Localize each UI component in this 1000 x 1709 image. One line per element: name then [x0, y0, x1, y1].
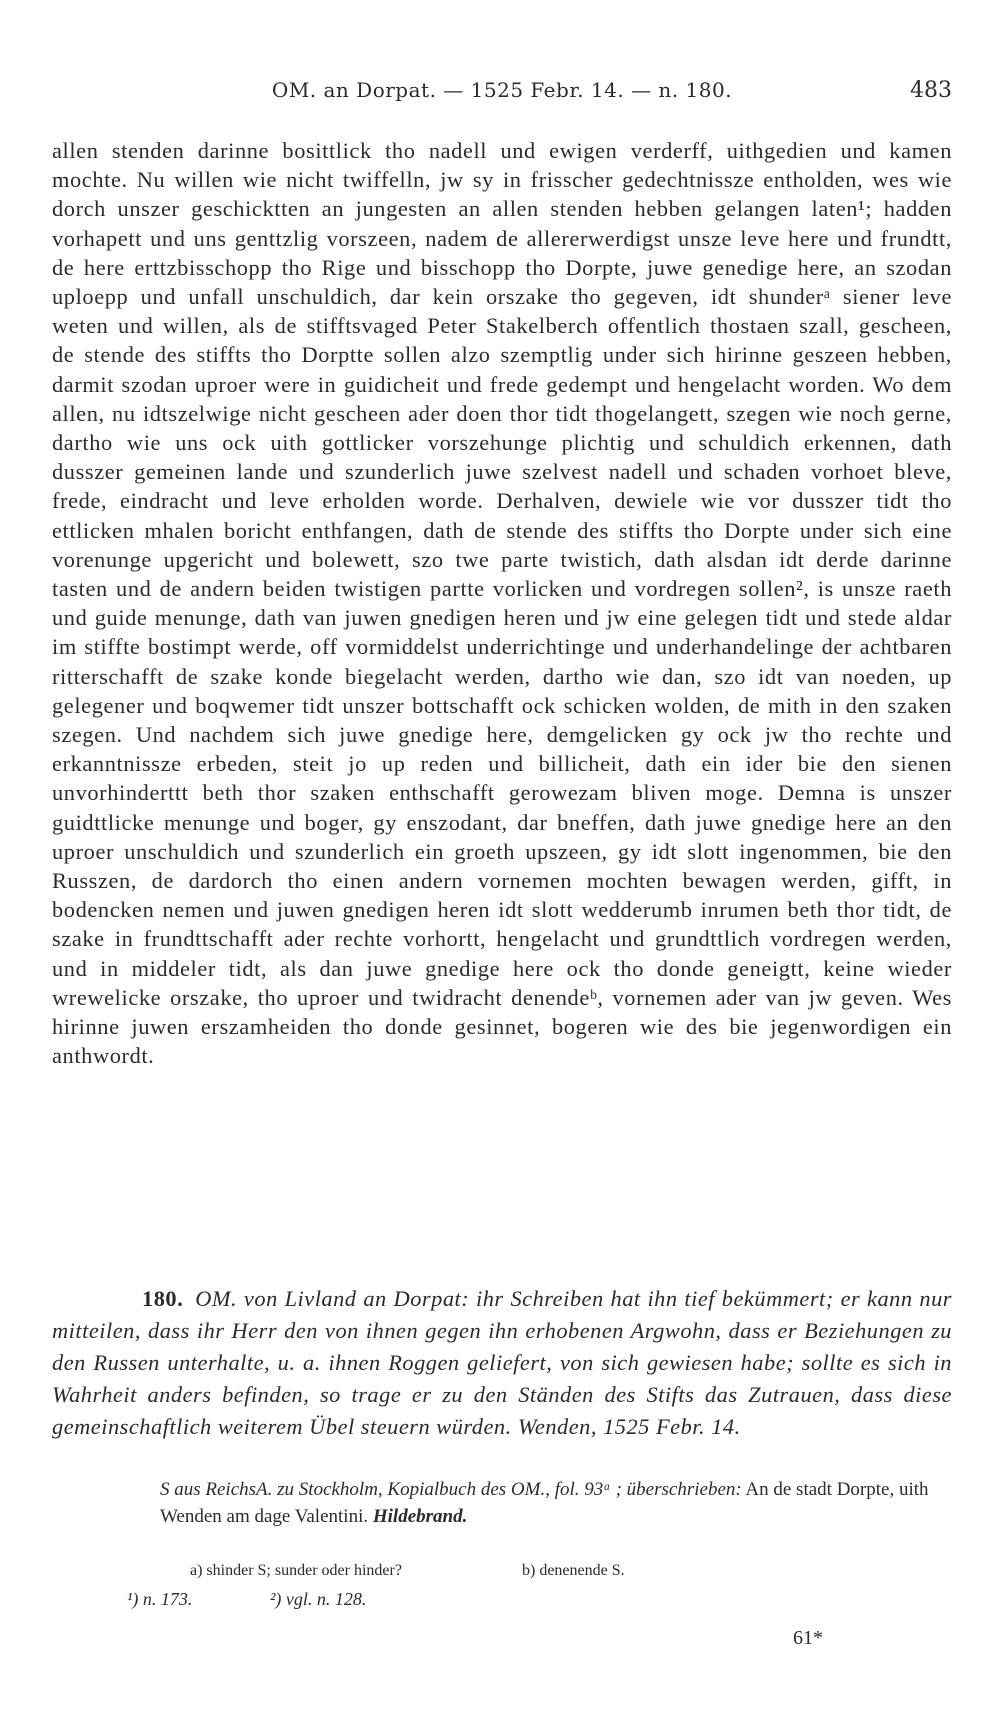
- source-archive: S aus ReichsA. zu Stockholm, Kopialbuch des OM., fol. 93ᵃ ; überschrieben:: [160, 1479, 742, 1500]
- signature-mark: 61*: [793, 1627, 823, 1649]
- running-head: [52, 72, 952, 112]
- footnote-2: ²) vgl. n. 128.: [270, 1589, 367, 1609]
- regest-entry: [52, 1283, 952, 1443]
- regest-number: 180.: [142, 1286, 184, 1311]
- page-number: 483: [910, 78, 952, 103]
- running-title: OM. an Dorpat. — 1525 Febr. 14. — n. 180.: [271, 78, 733, 102]
- body-paragraph: allen stenden darinne bosittlick tho nadell und ewigen verderff, uithgedien und kamen mochte. Nu willen wie nicht twiffelln, jw sy in frisscher gedechtnissze entholden, wes wie dorch unszer geschicktten an jungesten an allen stenden hebben gelangen laten¹; hadden vorhapett und uns genttzlig vorszeen, nadem de allererwerdigst unsze leve here und frundtt, de here erttzbisschopp tho Rige und bisschopp tho Dorpte, juwe genedige here, an szodan uploepp und unfall unschuldich, dar kein orszake tho gegeven, idt shunderᵃ siener leve weten und willen, als de stifftsvaged Peter Stakelberch offentlich thostaen szall, gescheen, de stende des stiffts tho Dorptte sollen alzo szemptlig under sich hirinne geszeen hebben, darmit szodan uproer were in guidicheit und frede gedempt und hengelacht worden. Wo dem allen, nu idtszelwige nicht gescheen ader doen thor tidt thogelangett, szegen wie noch gerne, dartho wie uns ock uith gottlicker vorszehunge plichtig und schuldich erkennen, dath dusszer gemeinen lande und szunderlich juwe szelvest nadell und schaden vorhoet bleve, frede, eindracht und leve erholden worde. Derhalven, dewiele wie vor dusszer tidt tho ettlicken mhalen boricht enthfangen, dath de stende des stiffts tho Dorpte under sich eine vorenunge upgericht und bolewett, szo twe parte twistich, dath alsdan idt derde darinne tasten und de andern beiden twistigen partte vorlicken und vordregen sollen², is unsze raeth und guide menunge, dath van juwen gnedigen heren und jw eine gelegen tidt und stede aldar im stiffte bostimpt werde, off vormiddelst underrichtinge und underhandelinge der achtbaren ritterschafft de szake konde biegelacht werden, dartho wie dan, szo idt van noeden, up gelegener und boqwemer tidt unszer bottschafft ock schicken wolden, de mith in den szaken szegen. Und nachdem sich juwe gnedige here, demgelicken gy ock jw tho rechte und erkanntnissze erbeden, steit jo up reden und billicheit, dath ein ider bie den sienen unvorhinderttt beth thor szaken enthschafft gerowezam bliven moge. Demna is unszer guidttlicke menunge und boger, gy enszodant, dar bneffen, dath juwe gnedige here an den uproer unschuldich und szunderlich ein groeth upszeen, gy idt slott ingenommen, bie den Russzen, de dardorch tho einen andern vornemen mochten bewagen werden, gifft, in bodencken nemen und juwen gnedigen heren idt slott wedderumb inrumen beth thor tidt, de szake in frundttschafft ader rechte vorhortt, hengelacht und grundttlich vordregen werden, und in middeler tidt, als dan juwe gnedige here ock tho donde geneigtt, keine wieder wrewelicke orszake, tho uproer und twidracht denendeᵇ, vornemen ader van jw geven. Wes hirinne juwen erszamheiden tho donde gesinnet, bogeren wie des bie jegenwordigen ein anthwordt.: [52, 138, 952, 1069]
- footnote-row-letters: [52, 1557, 952, 1585]
- source-heading: An de stadt Dorpte, uith Wenden am dage Valentini.: [160, 1479, 929, 1527]
- source-note: [160, 1476, 952, 1530]
- letter-body: [52, 136, 952, 1071]
- footnotes: [52, 1557, 952, 1613]
- source-editor: Hildebrand.: [372, 1506, 468, 1527]
- footnote-a: a) shinder S; sunder oder hinder?: [190, 1562, 402, 1579]
- footnote-row-numbers: [52, 1585, 952, 1613]
- footnote-b: b) denenende S.: [522, 1562, 625, 1579]
- regest-summary: OM. von Livland an Dorpat: ihr Schreiben hat ihn tief bekümmert; er kann nur mitteilen, dass ihr Herr den von ihnen gegen ihn erhobenen Argwohn, dass er Beziehungen zu den Russen unterhalte, u. a. ihnen Roggen geliefert, von sich gewiesen habe; sollte es sich in Wahrheit anders befinden, so trage er zu den Ständen des Stifts das Zutrauen, dass diese gemeinschaftlich weiterem Übel steuern würden. Wenden, 1525 Febr. 14.: [52, 1286, 952, 1439]
- footnote-1: ¹) n. 173.: [127, 1589, 193, 1609]
